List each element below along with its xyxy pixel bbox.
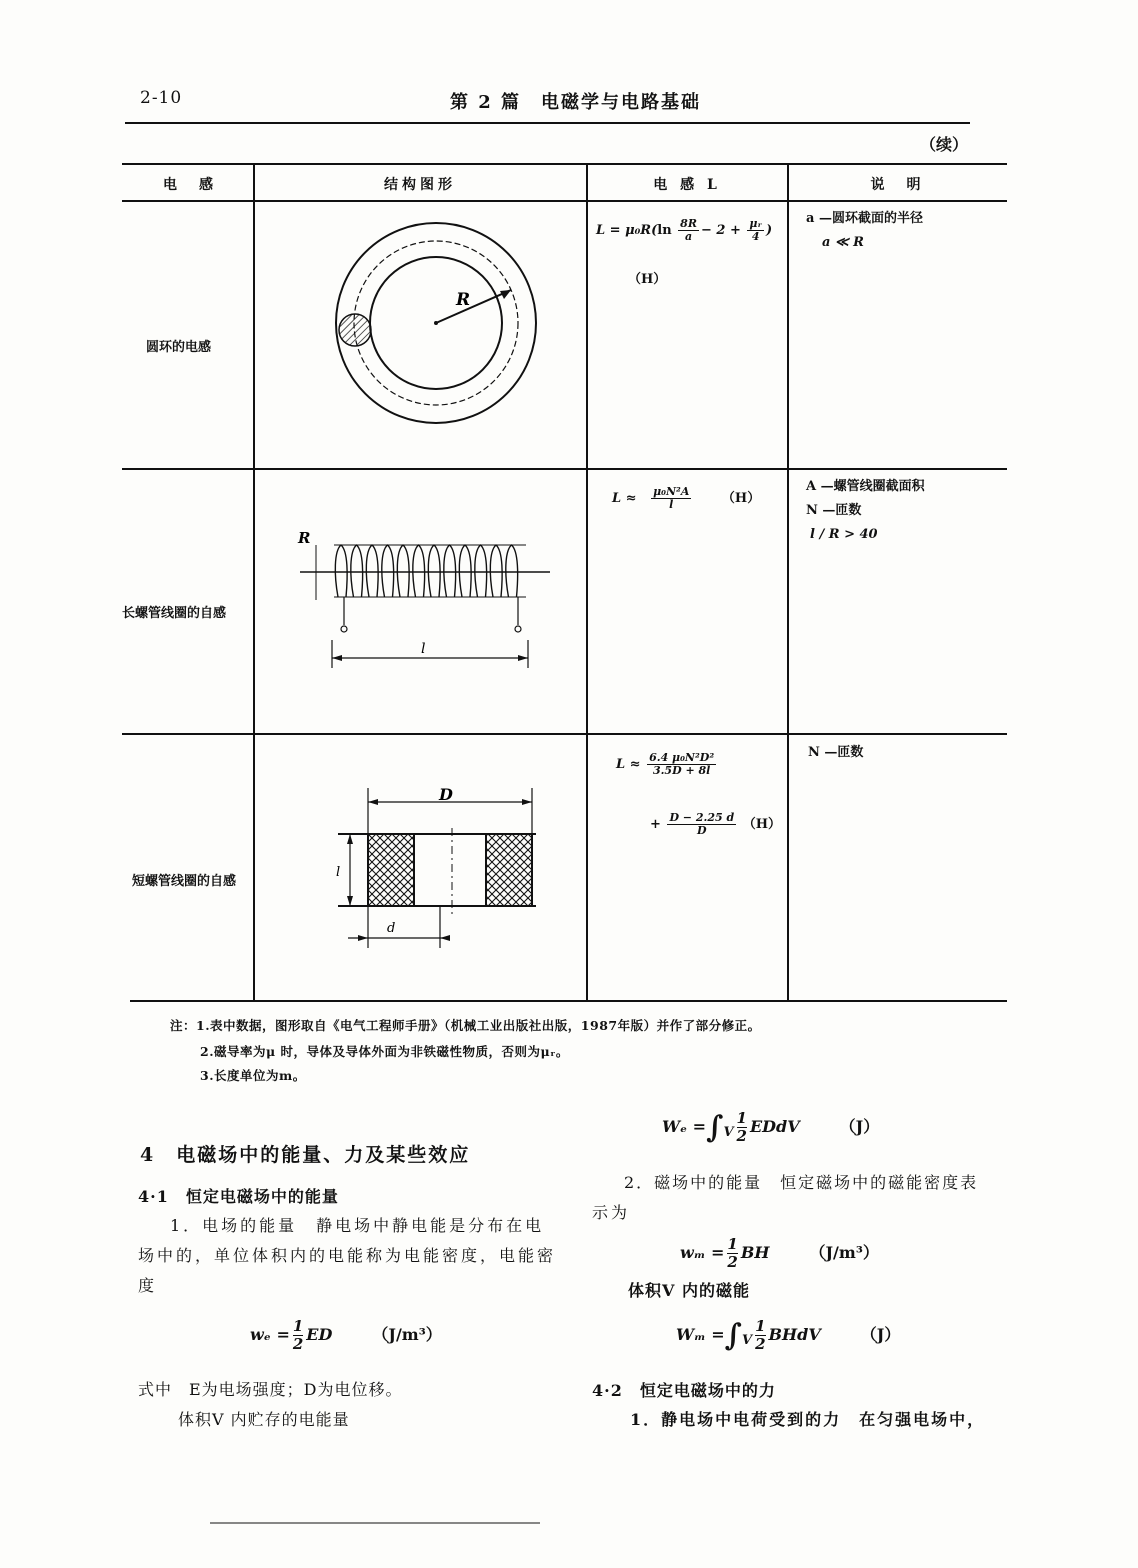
coil-turn <box>397 545 409 597</box>
short-solenoid-diameter-label: D <box>439 785 453 804</box>
coil-turn <box>506 545 518 597</box>
short-solenoid-formula-2: + $\frac{D - 2.25 d}{D}$ （H） <box>650 811 781 837</box>
subsection-4-1: 4·1 恒定电磁场中的能量 <box>138 1187 339 1206</box>
running-title: 第 2 篇 电磁学与电路基础 <box>450 92 702 113</box>
para-magnetic-energy-1: 2．磁场中的能量 恒定磁场中的磁能密度表 <box>624 1173 979 1192</box>
toroid-formula: L = μ₀R(ln $\frac{8R}{a}$ − 2 + $\frac{\text{μᵣ}}{4}$ ) <box>596 217 773 243</box>
table-bottom-rule <box>130 1000 1007 1002</box>
toroid-note-2: a ≪ R <box>822 235 864 250</box>
coil-turn <box>366 545 378 597</box>
short-solenoid-height-label: l <box>336 865 341 880</box>
page-number: 2-10 <box>140 88 183 108</box>
para-electric-energy-1: 1．电场的能量 静电场中静电能是分布在电 <box>170 1216 545 1235</box>
short-solenoid-formula-1: L ≈ $\frac{\text{6.4 μ₀N²D²}}{3.5D + 8l}$ <box>616 751 715 777</box>
long-solenoid-note-3: l / R > 40 <box>810 527 878 542</box>
toroid-radius-label: R <box>456 290 471 310</box>
coil-turn <box>351 545 363 597</box>
table-row-rule-2 <box>122 733 1007 735</box>
header-rule <box>125 122 970 124</box>
para-volume-magnetic: 体积V 内的磁能 <box>628 1281 750 1300</box>
short-solenoid-figure <box>256 738 586 998</box>
short-solenoid-note-1: N —匝数 <box>808 745 864 760</box>
table-header-inductor: 电 感 <box>163 177 217 193</box>
long-solenoid-note-2: N —匝数 <box>806 503 862 518</box>
section-heading: 4 电磁场中的能量、力及某些效应 <box>140 1144 471 1166</box>
table-row-rule-1 <box>122 468 1007 470</box>
para-electric-energy-3: 度 <box>138 1276 158 1295</box>
coil-turn <box>413 545 425 597</box>
eq-magnetic-energy: $W_m =\int_V$ $\frac{1}{2}$ BHdV （J） <box>676 1317 901 1353</box>
long-solenoid-figure <box>256 525 586 725</box>
coil-turn <box>382 545 394 597</box>
long-solenoid-length-label: l <box>421 641 426 657</box>
eq-magnetic-energy-density: wₘ = $\frac{1}{2}$ BH （J/m³） <box>680 1235 879 1271</box>
long-solenoid-note-1: A —螺管线圈截面积 <box>806 479 925 494</box>
eq-electric-energy: $W_e =\int_V$ $\frac{1}{2}$ EDdV （J） <box>662 1109 880 1145</box>
toroid-note-1: a —圆环截面的半径 <box>806 211 923 226</box>
long-solenoid-formula: L ≈ $\frac{\text{μ₀N²A}}{l}$ （H） <box>612 485 761 511</box>
coil-turn <box>444 545 456 597</box>
table-header-figure: 结构图形 <box>384 177 456 193</box>
table-column-divider-2 <box>586 165 588 1000</box>
para-electric-energy-2: 场中的，单位体积内的电能称为电能密度，电能密 <box>138 1246 557 1265</box>
toroid-unit: （H） <box>628 272 667 287</box>
coil-turn <box>475 545 487 597</box>
footnote-1: 注：1.表中数据，图形取自《电气工程师手册》（机械工业出版社出版，1987年版）并作了部分修正。 <box>170 1018 761 1033</box>
bottom-scan-line <box>210 1522 540 1524</box>
para-electrostatic-force: 1．静电场中电荷受到的力 在匀强电场中， <box>630 1410 986 1429</box>
row-label-short-solenoid: 短螺管线圈的自感 <box>132 874 237 889</box>
coil-turn <box>428 545 440 597</box>
footnote-2: 2.磁导率为μ 时，导体及导体外面为非铁磁性物质，否则为μᵣ。 <box>200 1044 569 1059</box>
table-top-rule <box>122 163 1007 165</box>
table-continued-label: （续） <box>920 135 969 154</box>
para-volume-energy: 体积V 内贮存的电能量 <box>178 1410 350 1429</box>
subsection-4-2: 4·2 恒定电磁场中的力 <box>592 1381 776 1400</box>
coil-turn <box>490 545 502 597</box>
footnote-3: 3.长度单位为m。 <box>200 1068 306 1083</box>
para-where: 式中 E为电场强度；D为电位移。 <box>138 1380 403 1399</box>
table-header-rule <box>122 200 1007 202</box>
table-header-inductance: 电 感 L <box>653 177 721 193</box>
row-label-toroid: 圆环的电感 <box>146 340 212 355</box>
table-column-divider-1 <box>253 165 255 1000</box>
para-magnetic-energy-2: 示为 <box>592 1203 631 1222</box>
row-label-long-solenoid: 长螺管线圈的自感 <box>122 606 227 621</box>
eq-electric-energy-density: wₑ = $\frac{1}{2}$ ED （J/m³） <box>250 1317 442 1353</box>
table-header-notes: 说 明 <box>870 177 925 193</box>
table-column-divider-3 <box>787 165 789 1000</box>
coil-turn <box>335 545 347 597</box>
short-solenoid-inner-label: d <box>387 921 396 936</box>
coil-turn <box>459 545 471 597</box>
toroid-figure <box>256 205 586 465</box>
long-solenoid-radius-label: R <box>298 529 311 547</box>
